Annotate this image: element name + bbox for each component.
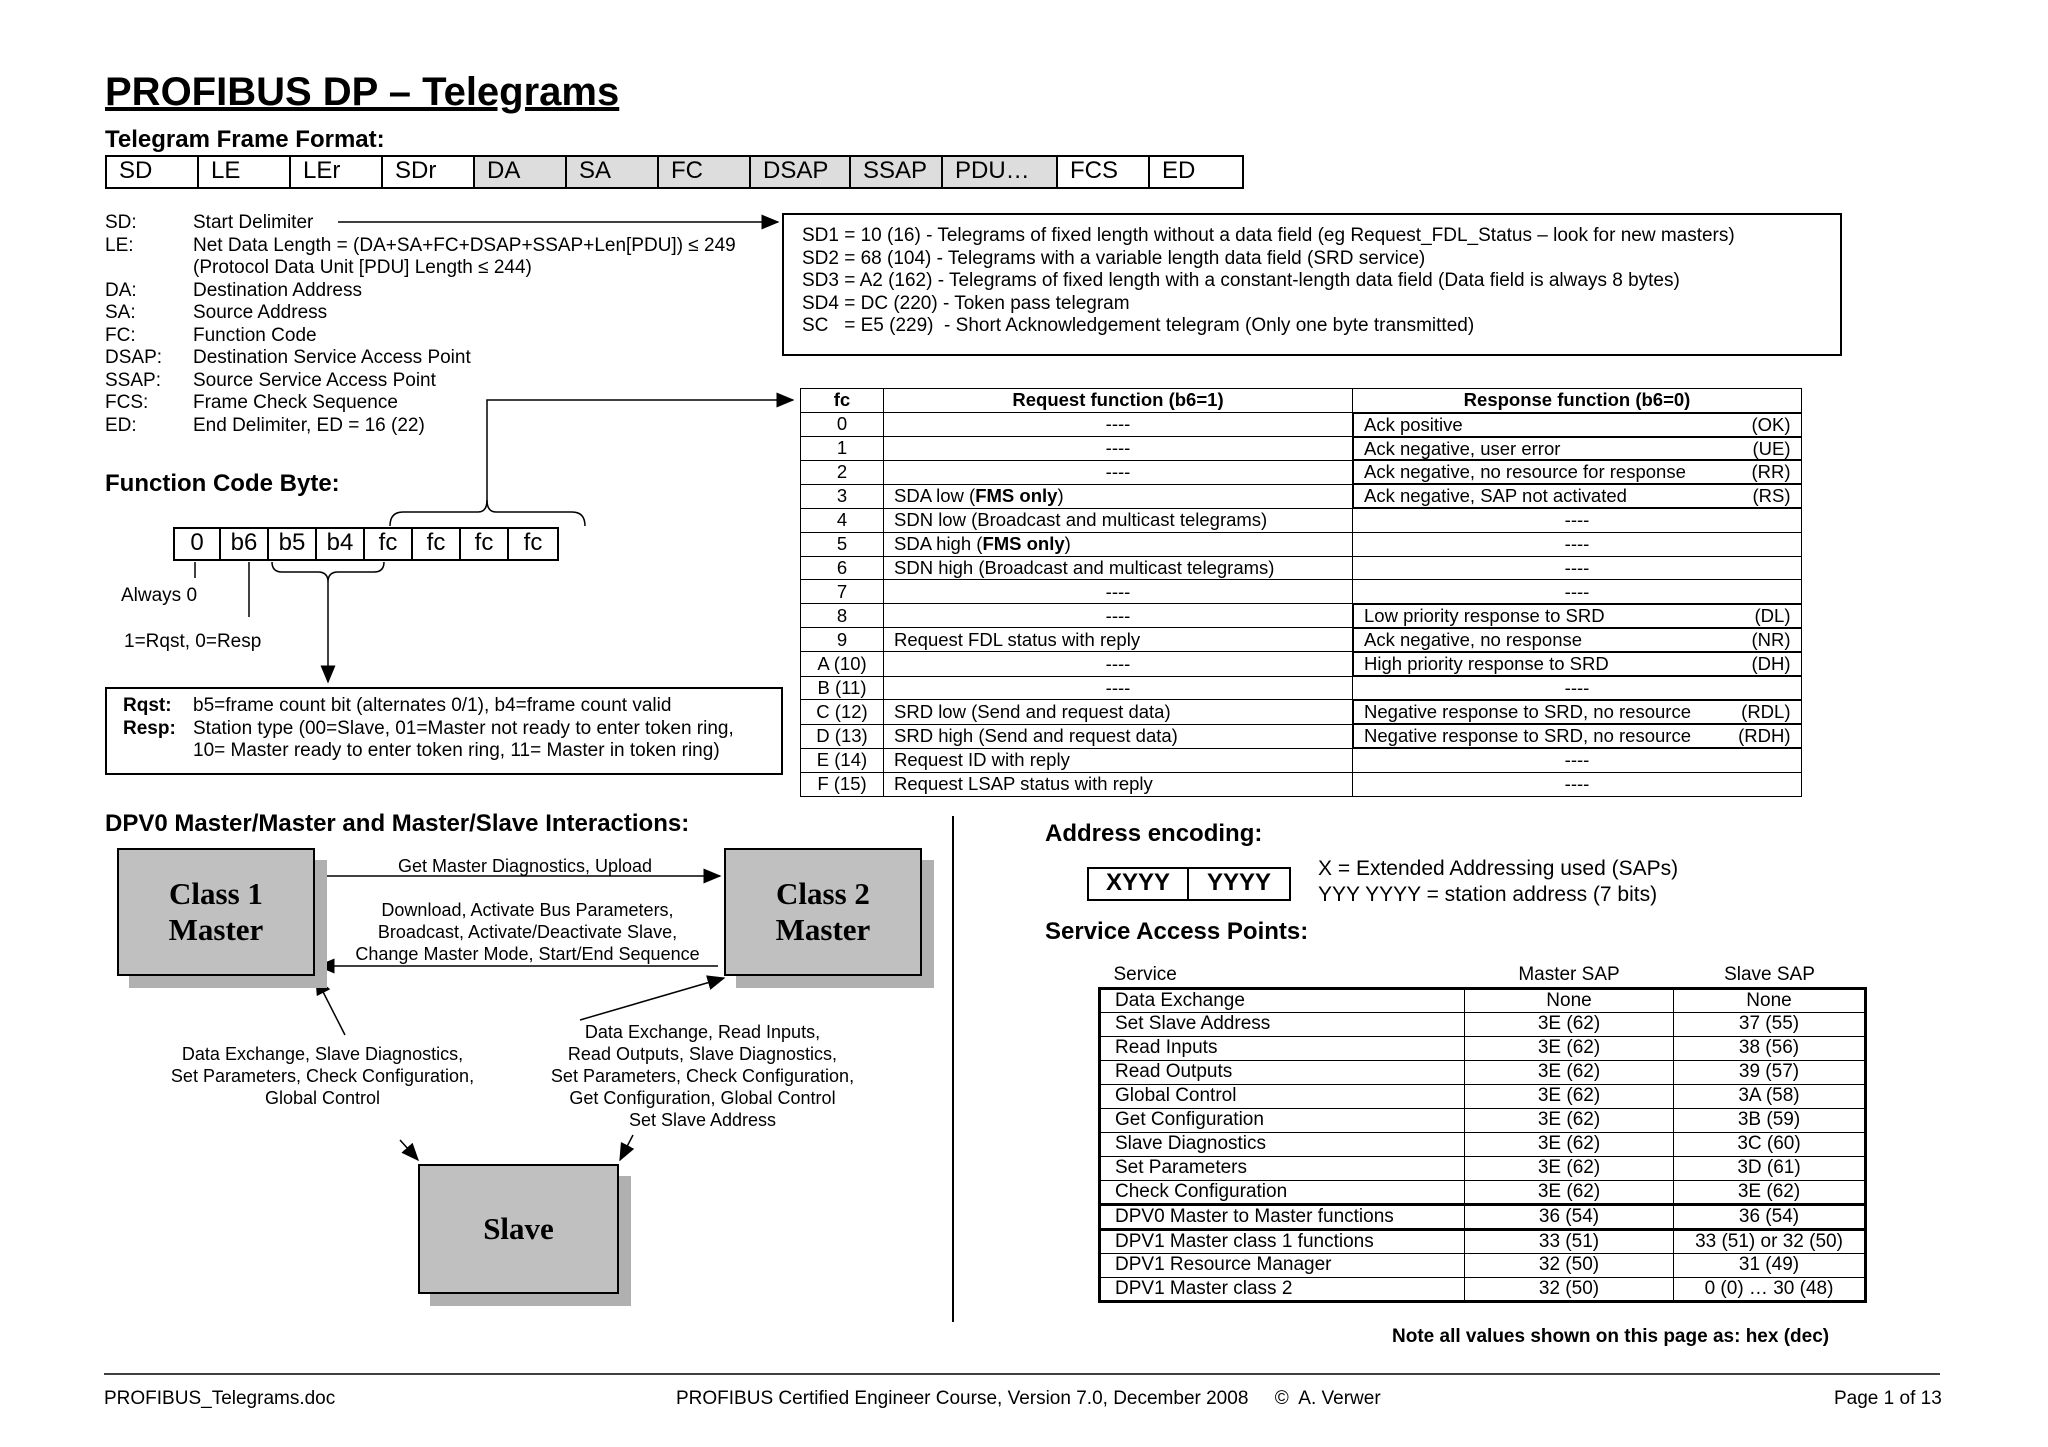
request-cell: ---- <box>884 652 1353 676</box>
response-cell: ---- <box>1353 580 1802 604</box>
response-code: (RR) <box>1751 461 1791 483</box>
dpv0-heading: DPV0 Master/Master and Master/Slave Interactions: <box>105 810 690 837</box>
request-cell: Request FDL status with reply <box>884 628 1353 652</box>
resp-text1: Station type (00=Slave, 01=Master not ready to enter token ring, <box>193 717 734 739</box>
c2-slave-label <box>530 1021 875 1131</box>
frame-field-sdr: SDr <box>383 157 475 187</box>
fc-bit: fc <box>365 529 413 559</box>
request-cell: Request ID with reply <box>884 748 1353 772</box>
resp-text2: 10= Master ready to enter token ring, 11= Master in token ring) <box>193 740 720 761</box>
response-cell: ---- <box>1353 772 1802 796</box>
c1-slave-line: Set Parameters, Check Configuration, <box>170 1066 475 1086</box>
frame-field-da: DA <box>475 157 567 187</box>
sap-table-row <box>1100 1156 1866 1180</box>
rqst-label: Rqst: <box>123 695 172 716</box>
request-cell: SDN low (Broadcast and multicast telegrams) <box>884 508 1353 532</box>
download-line: Broadcast, Activate/Deactivate Slave, <box>377 922 678 942</box>
request-cell: ---- <box>884 437 1353 461</box>
sap-table-row <box>1100 1204 1866 1229</box>
sd-line: SD4 = DC (220) - Token pass telegram <box>802 292 1130 314</box>
sap-table-row <box>1100 1060 1866 1084</box>
fc-cell: 6 <box>801 556 884 580</box>
frame-field-fcs: FCS <box>1058 157 1150 187</box>
fc-brace <box>390 500 585 526</box>
response-text: Negative response to SRD, no resource <box>1364 701 1692 723</box>
fc-arrow <box>487 400 793 505</box>
always0-label: Always 0 <box>121 585 198 606</box>
response-code: (UE) <box>1752 437 1791 459</box>
slave-right-arrow <box>620 1135 633 1160</box>
response-code: (RS) <box>1752 485 1791 507</box>
definition-key: SA: <box>105 302 136 323</box>
sap-service-cell: Data Exchange <box>1100 988 1465 1012</box>
response-cell: ---- <box>1353 676 1802 700</box>
definition-key: SD: <box>105 212 137 233</box>
frame-field-ed: ED <box>1162 157 1196 184</box>
sap-master-cell: 32 (50) <box>1465 1277 1674 1301</box>
request-cell: ---- <box>884 580 1353 604</box>
definition-value: Net Data Length = (DA+SA+FC+DSAP+SSAP+Len[PDU]) ≤ 249 <box>193 234 736 256</box>
fc-cell: 2 <box>801 460 884 484</box>
sap-master-cell: 3E (62) <box>1465 1012 1674 1036</box>
definition-value: Start Delimiter <box>193 212 314 233</box>
definition-value: Destination Service Access Point <box>193 347 471 368</box>
request-cell: SRD high (Send and request data) <box>884 724 1353 748</box>
fc-cell: C (12) <box>801 700 884 724</box>
definition-value: (Protocol Data Unit [PDU] Length ≤ 244) <box>193 257 532 278</box>
sap-service-cell: DPV1 Resource Manager <box>1100 1253 1465 1277</box>
frame-format-heading: Telegram Frame Format: <box>105 126 385 153</box>
sap-master-cell: 3E (62) <box>1465 1060 1674 1084</box>
sap-service-cell: DPV0 Master to Master functions <box>1100 1204 1465 1229</box>
c1-label-arrow <box>316 978 345 1035</box>
sap-slave-cell: 31 (49) <box>1674 1253 1866 1277</box>
fc-cell: 9 <box>801 628 884 652</box>
rqst-resp-label: 1=Rqst, 0=Resp <box>124 631 262 652</box>
slave-left-arrow <box>400 1140 418 1160</box>
sap-slave-cell: 3C (60) <box>1674 1132 1866 1156</box>
fc-bit: b5 <box>269 529 317 559</box>
sap-service-cell: Global Control <box>1100 1084 1465 1108</box>
fms-only-bold: FMS only <box>975 485 1058 507</box>
definition-value: Function Code <box>193 324 317 346</box>
sap-service-cell: Read Inputs <box>1100 1036 1465 1060</box>
frame-field-ler: LEr <box>291 157 383 187</box>
response-code: (RDH) <box>1738 725 1791 747</box>
footer-right: Page 1 of 13 <box>1834 1388 1942 1409</box>
sap-table-row <box>1100 1253 1866 1277</box>
frame-field-sd: SD <box>107 157 199 187</box>
c2-slave-line: Get Configuration, Global Control <box>569 1088 836 1108</box>
c2-slave-line: Data Exchange, Read Inputs, <box>584 1022 821 1042</box>
sd-line: SD1 = 10 (16) - Telegrams of fixed length without a data field (eg Request_FDL_Status – look for new masters) <box>802 225 1735 246</box>
response-cell: ---- <box>1353 532 1802 556</box>
sd-line: SD2 = 68 (104) - Telegrams with a variable length data field (SRD service) <box>802 247 1426 269</box>
fc-cell: 8 <box>801 604 884 628</box>
fc-cell: 4 <box>801 508 884 532</box>
request-cell: SDA high (FMS only) <box>884 532 1353 556</box>
frame-field-dsap: DSAP <box>751 157 851 187</box>
sap-slave-cell: 38 (56) <box>1674 1036 1866 1060</box>
response-code: (NR) <box>1751 628 1791 650</box>
address-bits-high: XYYY <box>1089 869 1189 899</box>
sap-master-cell: None <box>1465 988 1674 1012</box>
response-text: Ack negative, no response <box>1364 628 1583 650</box>
c2-slave-line: Read Outputs, Slave Diagnostics, <box>567 1044 838 1064</box>
c1-slave-line: Global Control <box>264 1088 381 1108</box>
response-code: (RDL) <box>1741 701 1791 723</box>
sap-slave-cell: 0 (0) … 30 (48) <box>1674 1277 1866 1301</box>
sd-line: SC = E5 (229) - Short Acknowledgement telegram (Only one byte transmitted) <box>802 315 1475 336</box>
fc-bit: fc <box>461 529 509 559</box>
fc-cell: E (14) <box>801 748 884 772</box>
request-cell: Request LSAP status with reply <box>884 772 1353 796</box>
c1-slave-label <box>140 1043 505 1109</box>
sap-slave-cell: 39 (57) <box>1674 1060 1866 1084</box>
fc-cell: 1 <box>801 437 884 461</box>
footer-center: PROFIBUS Certified Engineer Course, Version 7.0, December 2008 © A. Verwer <box>676 1388 1381 1409</box>
request-cell: ---- <box>884 604 1353 628</box>
response-header: Response function (b6=0) <box>1353 389 1802 413</box>
rqst-text: b5=frame count bit (alternates 0/1), b4=frame count valid <box>193 695 672 716</box>
definition-value: Source Service Access Point <box>193 369 436 391</box>
values-note: Note all values shown on this page as: hex (dec) <box>1392 1326 1830 1347</box>
sap-slave-cell: 3D (61) <box>1674 1156 1866 1180</box>
response-cell: ---- <box>1353 508 1802 532</box>
sap-table-row <box>1100 1012 1866 1036</box>
response-code: (DH) <box>1751 652 1791 674</box>
sap-master-cell: 3E (62) <box>1465 1156 1674 1180</box>
response-cell: ---- <box>1353 748 1802 772</box>
sap-table-row <box>1100 1108 1866 1132</box>
sap-master-cell: 3E (62) <box>1465 1084 1674 1108</box>
c2-slave-line: Set Slave Address <box>628 1110 777 1130</box>
frame-field-sa: SA <box>567 157 659 187</box>
sap-table-row <box>1100 1084 1866 1108</box>
fc-cell: F (15) <box>801 772 884 796</box>
response-text: Negative response to SRD, no resource <box>1364 725 1692 747</box>
sap-slave-cell: 3A (58) <box>1674 1084 1866 1108</box>
fc-bit: b4 <box>317 529 365 559</box>
definition-value: Frame Check Sequence <box>193 392 398 413</box>
response-code: (DL) <box>1754 605 1791 627</box>
frame-field-ssap: SSAP <box>851 157 943 187</box>
download-label <box>325 899 730 965</box>
page-title: PROFIBUS DP – Telegrams <box>105 70 620 114</box>
fc-cell: 0 <box>801 412 884 436</box>
fc-bit: b6 <box>221 529 269 559</box>
sap-service-cell: DPV1 Master class 1 functions <box>1100 1229 1465 1253</box>
request-cell: SDA low (FMS only) <box>884 484 1353 508</box>
address-desc-1: X = Extended Addressing used (SAPs) <box>1318 857 1679 880</box>
request-cell: SDN high (Broadcast and multicast telegrams) <box>884 556 1353 580</box>
definition-key: ED: <box>105 414 137 436</box>
sap-table-row <box>1100 1036 1866 1060</box>
response-text: Ack positive <box>1364 413 1463 435</box>
sap-master-header: Master SAP <box>1518 964 1620 986</box>
sap-service-cell: Slave Diagnostics <box>1100 1132 1465 1156</box>
c2-slave-line: Set Parameters, Check Configuration, <box>550 1066 855 1086</box>
frame-field-fc: FC <box>659 157 751 187</box>
address-encoding-heading: Address encoding: <box>1045 820 1263 847</box>
fms-only-bold: FMS only <box>982 533 1065 555</box>
request-cell: ---- <box>884 460 1353 484</box>
address-desc-2: YYY YYYY = station address (7 bits) <box>1318 883 1658 906</box>
sap-slave-cell: None <box>1674 988 1866 1012</box>
sap-service-header: Service <box>1113 964 1177 986</box>
sap-service-cell: Set Parameters <box>1100 1156 1465 1180</box>
fc-bit: 0 <box>175 529 221 559</box>
request-header: Request function (b6=1) <box>884 389 1353 413</box>
sap-service-cell: DPV1 Master class 2 <box>1100 1277 1465 1301</box>
get-diag-label: Get Master Diagnostics, Upload <box>397 856 653 876</box>
response-text: Ack negative, SAP not activated <box>1364 485 1627 507</box>
response-text: Ack negative, no resource for response <box>1364 461 1686 483</box>
sd-line: SD3 = A2 (162) - Telegrams of fixed length with a constant-length data field (Data field is always 8 bytes) <box>802 270 1680 291</box>
definition-value: Source Address <box>193 302 328 323</box>
sap-master-cell: 3E (62) <box>1465 1180 1674 1204</box>
response-text: Low priority response to SRD <box>1364 605 1605 627</box>
sap-table-row <box>1100 1277 1866 1301</box>
definition-key: DSAP: <box>105 347 163 368</box>
sap-table-row <box>1100 1180 1866 1204</box>
sap-master-cell: 33 (51) <box>1465 1229 1674 1253</box>
frame-field-pdu: PDU… <box>943 157 1058 187</box>
definition-value: End Delimiter, ED = 16 (22) <box>193 414 425 436</box>
sap-master-cell: 3E (62) <box>1465 1132 1674 1156</box>
response-text: Ack negative, user error <box>1364 437 1561 459</box>
fc-cell: B (11) <box>801 676 884 700</box>
function-code-heading: Function Code Byte: <box>105 470 340 497</box>
sap-master-cell: 32 (50) <box>1465 1253 1674 1277</box>
fc-cell: 7 <box>801 580 884 604</box>
sap-slave-cell: 37 (55) <box>1674 1012 1866 1036</box>
sap-slave-cell: 36 (54) <box>1674 1204 1866 1229</box>
sap-master-cell: 3E (62) <box>1465 1036 1674 1060</box>
sap-slave-header: Slave SAP <box>1724 964 1815 986</box>
response-code: (OK) <box>1751 413 1791 435</box>
request-cell: ---- <box>884 676 1353 700</box>
response-cell: ---- <box>1353 556 1802 580</box>
sap-slave-cell: 3E (62) <box>1674 1180 1866 1204</box>
download-line: Download, Activate Bus Parameters, <box>381 900 674 920</box>
c2-label-arrow <box>580 978 724 1020</box>
sap-heading: Service Access Points: <box>1045 918 1309 945</box>
download-line: Change Master Mode, Start/End Sequence <box>355 944 700 964</box>
slave-node: Slave <box>418 1164 619 1294</box>
sap-master-cell: 3E (62) <box>1465 1108 1674 1132</box>
fc-cell: 3 <box>801 484 884 508</box>
sap-slave-cell: 3B (59) <box>1674 1108 1866 1132</box>
sap-service-cell: Check Configuration <box>1100 1180 1465 1204</box>
footer-left: PROFIBUS_Telegrams.doc <box>104 1388 336 1409</box>
fc-cell: 5 <box>801 532 884 556</box>
frame-field-le: LE <box>199 157 291 187</box>
fc-header: fc <box>801 389 884 413</box>
definition-key: DA: <box>105 279 137 301</box>
request-cell: ---- <box>884 412 1353 436</box>
sap-master-cell: 36 (54) <box>1465 1204 1674 1229</box>
fc-cell: A (10) <box>801 652 884 676</box>
response-text: High priority response to SRD <box>1364 652 1609 674</box>
sap-table-row <box>1100 1229 1866 1253</box>
fc-bit: fc <box>523 529 543 556</box>
definition-key: FC: <box>105 324 136 346</box>
address-bits <box>1087 867 1291 901</box>
definition-value: Destination Address <box>193 279 362 301</box>
sap-table-row <box>1100 988 1866 1012</box>
fc-cell: D (13) <box>801 724 884 748</box>
b5b4-brace <box>272 562 384 582</box>
request-cell: SRD low (Send and request data) <box>884 700 1353 724</box>
sap-service-cell: Set Slave Address <box>1100 1012 1465 1036</box>
definition-key: FCS: <box>105 392 149 413</box>
definition-key: LE: <box>105 234 134 256</box>
sap-slave-cell: 33 (51) or 32 (50) <box>1674 1229 1866 1253</box>
class1-master-node: Class 1 Master <box>117 848 315 976</box>
sap-service-cell: Read Outputs <box>1100 1060 1465 1084</box>
fc-bit: fc <box>413 529 461 559</box>
c1-slave-line: Data Exchange, Slave Diagnostics, <box>181 1044 464 1064</box>
sap-table-row <box>1100 1132 1866 1156</box>
definition-key: SSAP: <box>105 369 161 391</box>
class2-master-node: Class 2 Master <box>724 848 922 976</box>
address-bits-low: YYYY <box>1206 869 1272 896</box>
sap-service-cell: Get Configuration <box>1100 1108 1465 1132</box>
sap-table <box>1098 964 1867 1303</box>
resp-label: Resp: <box>123 717 176 739</box>
